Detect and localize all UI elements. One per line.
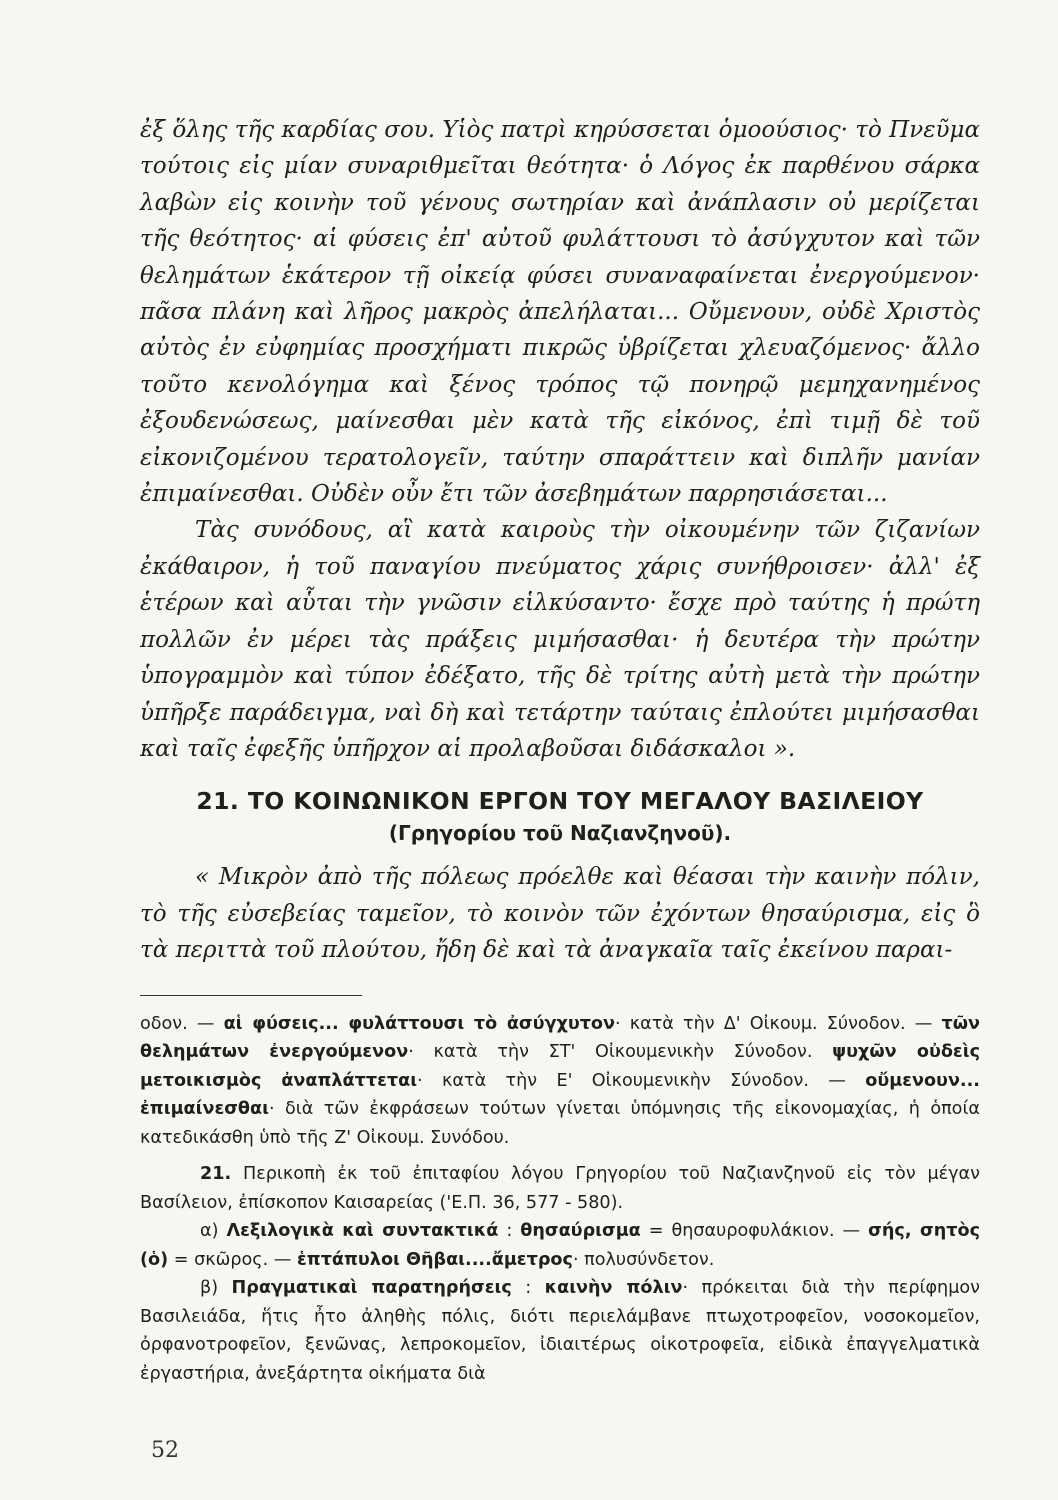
note-term: τῶν θελημάτων ἐνεργούμενον <box>140 1013 980 1063</box>
note-label: α) <box>200 1221 219 1242</box>
note-text: · πολυσύνδετον. <box>572 1249 715 1270</box>
section-subtitle: (Γρηγορίου τοῦ Ναζιανζηνοῦ). <box>388 821 732 846</box>
main-text <box>140 112 980 767</box>
note-term: ψυχῶν οὐδεὶς μετοικισμὸς ἀναπλάττεται <box>140 1042 981 1091</box>
footnote-divider <box>140 995 362 996</box>
paragraph-1: ἐξ ὅλης τῆς καρδίας σου. Υἱὸς πατρὶ κηρύσσεται ὁμοούσιος· τὸ Πνεῦμα τούτοις εἰς μίαν συναριθμεῖται θεότητα· ὁ Λόγος ἐκ παρθένου σάρκα λαβὼν εἰς κοινὴν τοῦ γένους σωτηρίαν καὶ ἀνάπλασιν οὐ μερίζεται τῆς θεότητος· αἱ φύσεις ἐπ' αὐτοῦ φυλάττουσι τὸ ἀσύγχυτον καὶ τῶν θελημάτων ἑκάτερον τῇ οἰκείᾳ φύσει συναναφαίνεται ἐνεργούμενον· πᾶσα πλάνη καὶ λῆρος μακρὸς ἀπελήλαται... Οὔμενουν, οὐδὲ Χριστὸς αὐτὸς ἐν εὐφημίας προσχήματι πικρῶς ὑβρίζεται χλευαζόμενος· ἄλλο τοῦτο κενολόγημα καὶ ξένος τρόπος τῷ πονηρῷ μεμηχανημένος ἐξουδενώσεως, μαίνεσθαι μὲν κατὰ τῆς εἰκόνος, ἐπὶ τιμῇ δὲ τοῦ εἰκονιζομένου τερατολογεῖν, ταύτην σπαράττειν καὶ διπλῆν μανίαν ἐπιμαίνεσθαι. Οὐδὲν οὖν ἔτι τῶν ἀσεβημάτων παρρησιάσεται... <box>140 117 980 508</box>
note-text: οδον. — <box>140 1013 224 1034</box>
note-text: Περικοπὴ ἐκ τοῦ ἐπιταφίου λόγου Γρηγορίου τοῦ Ναζιανζηνοῦ εἰς τὸν μέγαν Βασίλειον, ἐπίσκοπον Καισαρείας ('Ε.Π. 36, 577 - 580). <box>140 1164 980 1213</box>
page-number: 52 <box>151 1438 179 1463</box>
note-term: καινὴν πόλιν <box>544 1278 683 1299</box>
paragraph-2: Τὰς συνόδους, αἳ κατὰ καιροὺς τὴν οἰκουμένην τῶν ζιζανίων ἐκάθαιρον, ἡ τοῦ παναγίου πνεύματος χάρις συνήθροισεν· ἀλλ' ἐξ ἑτέρων καὶ αὗται τὴν γνῶσιν εἱλκύσαντο· ἔσχε πρὸ ταύτης ἡ πρώτη πολλῶν ἐν μέρει τὰς πράξεις μιμήσασθαι· ἡ δευτέρα τὴν πρώτην ὑπογραμμὸν καὶ τύπον ἐδέξατο, τῆς δὲ τρίτης αὐτὴ μετὰ τὴν πρώτην ὑπῆρξε παράδειγμα, ναὶ δὴ καὶ τετάρτην ταύταις ἐπλούτει μιμήσασθαι καὶ ταῖς ἐφεξῆς ὑπῆρχον αἱ προλαβοῦσαι διδάσκαλοι ». <box>140 517 980 762</box>
note-text: = σκῶρος. — <box>168 1249 297 1270</box>
note-number: 21. <box>200 1164 232 1185</box>
note-text: · πρόκειται διὰ τὴν περίφημον Βασιλειάδα, ἥτις ἦτο ἀληθὴς πόλις, διότι περιελάμβανε πτωχοτροφεῖον, νοσοκομεῖον, ὀρφανοτροφεῖον, ξενῶνας, λεπροκομεῖον, ἰδιαιτέρως οἰκοτροφεῖα, εἰδικὰ ἐπαγγελματικὰ ἐργαστήρια, ἀνεξάρτητα οἰκήματα διὰ <box>140 1278 980 1384</box>
section-heading <box>140 787 980 845</box>
page-content <box>140 112 980 1388</box>
note-text: · κατὰ τὴν Δ' Οἰκουμ. Σύνοδον. — <box>615 1013 942 1034</box>
note-term: θησαύρισμα <box>520 1221 641 1242</box>
note-label: β) <box>200 1278 219 1299</box>
note-text: : <box>511 1278 545 1299</box>
note-heading: Πραγματικαὶ παρατηρήσεις <box>231 1278 512 1299</box>
note-text: = θησαυροφυλάκιον. — <box>640 1221 869 1242</box>
section-title: 21. ΤΟ ΚΟΙΝΩΝΙΚΟΝ ΕΡΓΟΝ ΤΟΥ ΜΕΓΑΛΟΥ ΒΑΣΙΛΕΙΟΥ <box>196 787 924 816</box>
note-term: οὔμενουν... ἐπιμαίνεσθαι <box>140 1070 980 1120</box>
footnotes <box>140 1010 980 1389</box>
section-quote: « Μικρὸν ἀπὸ τῆς πόλεως πρόελθε καὶ θέασαι τὴν καινὴν πόλιν, τὸ τῆς εὐσεβείας ταμεῖον, τὸ κοινὸν τῶν ἐχόντων θησαύρισμα, εἰς ὃ τὰ περιττὰ τοῦ πλούτου, ἤδη δὲ καὶ τὰ ἀναγκαῖα ταῖς ἐκείνου παραι- <box>140 864 980 964</box>
note-term: αἱ φύσεις... φυλάττουσι τὸ ἀσύγχυτον <box>223 1013 616 1034</box>
footnote-continuation <box>140 1010 980 1153</box>
note-term: σής, σητὸς (ὁ) <box>140 1221 980 1270</box>
note-term: ἑπτάπυλοι Θῆβαι....ἄμετρος <box>296 1249 573 1270</box>
note-text: : <box>498 1221 521 1242</box>
footnote-b <box>140 1274 980 1388</box>
note-heading: Λεξιλογικὰ καὶ συντακτικά <box>226 1221 499 1242</box>
note-text: · κατὰ τὴν Ε' Οἰκουμενικὴν Σύνοδον. — <box>417 1070 866 1091</box>
note-text: · κατὰ τὴν ΣΤ' Οἰκουμενικὴν Σύνοδον. <box>408 1042 833 1063</box>
footnote-21 <box>140 1160 980 1217</box>
footnote-a <box>140 1217 980 1274</box>
note-text: · διὰ τῶν ἐκφράσεων τούτων γίνεται ὑπόμνησις τῆς εἰκονομαχίας, ἡ ὁποία κατεδικάσθη ὑπὸ τῆς Ζ' Οἰκουμ. Συνόδου. <box>140 1099 980 1148</box>
